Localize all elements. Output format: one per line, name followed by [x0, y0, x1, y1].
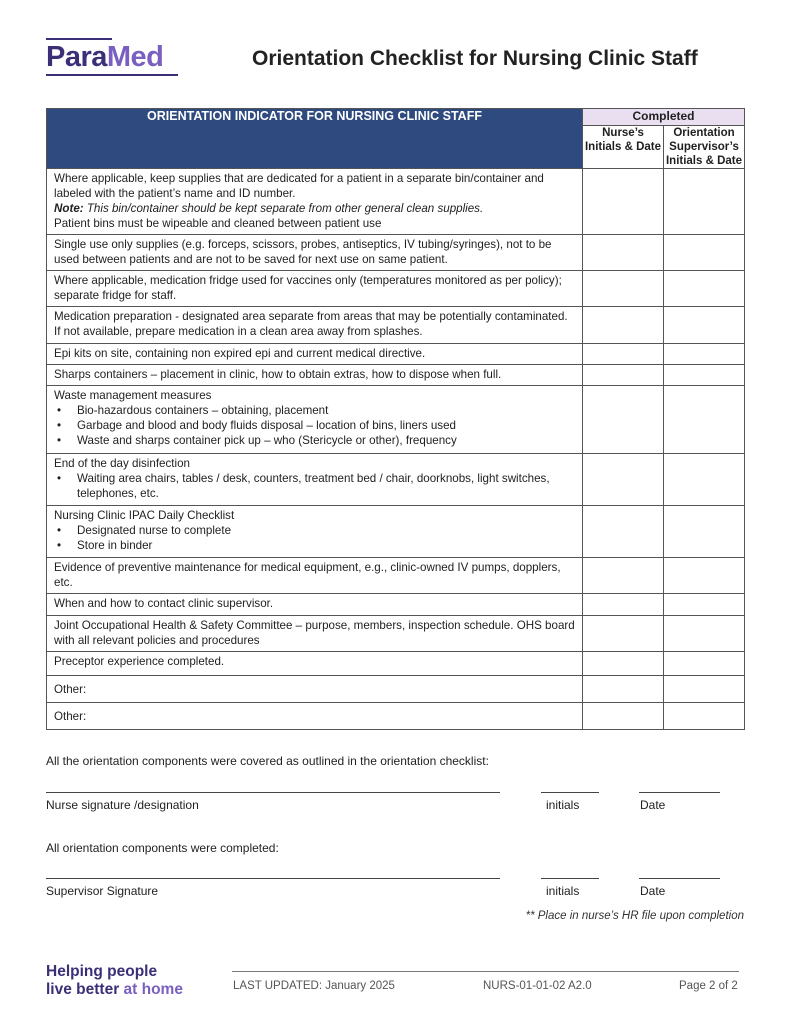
supervisor-initials-cell[interactable] [664, 235, 745, 271]
bullet-item: • Designated nurse to complete [54, 523, 575, 538]
supervisor-initials-line[interactable] [541, 878, 599, 879]
nurse-initials-cell[interactable] [583, 235, 664, 271]
table-row [47, 703, 745, 730]
table-row [47, 616, 745, 652]
bullet-item: • Waste and sharps container pick up – who (Stericycle or other), frequency [54, 433, 575, 448]
supervisor-initials-cell[interactable] [664, 616, 745, 652]
row-text: End of the day disinfection [54, 457, 190, 470]
date-label: Date [640, 884, 666, 898]
supervisor-initials-cell[interactable] [664, 386, 745, 454]
brand-tagline: Helping people live better at home [46, 963, 183, 998]
row-text: Other: [47, 703, 583, 730]
date-label: Date [640, 798, 666, 812]
page-number: Page 2 of 2 [679, 980, 738, 992]
logo-rule-top [46, 38, 112, 40]
supervisor-initials-cell[interactable] [664, 454, 745, 506]
row-text: Waste management measures [54, 389, 212, 402]
table-row [47, 344, 745, 365]
row-text: Sharps containers – placement in clinic, how to obtain extras, how to dispose when full. [47, 365, 583, 386]
table-row [47, 594, 745, 616]
nurse-initials-cell[interactable] [583, 616, 664, 652]
table-row [47, 506, 745, 558]
nurse-initials-cell[interactable] [583, 454, 664, 506]
row-text: Epi kits on site, containing non expired epi and current medical directive. [47, 344, 583, 365]
table-row [47, 235, 745, 271]
bullet-item: • Garbage and blood and body fluids disposal – location of bins, liners used [54, 418, 575, 433]
nurse-initials-cell[interactable] [583, 386, 664, 454]
table-row [47, 676, 745, 703]
table-row [47, 558, 745, 594]
nurse-initials-line[interactable] [541, 792, 599, 793]
supervisor-initials-cell[interactable] [664, 365, 745, 386]
document-code: NURS-01-01-02 A2.0 [483, 980, 592, 992]
table-row [47, 271, 745, 307]
bullet-list [54, 471, 575, 501]
supervisor-initials-cell[interactable] [664, 676, 745, 703]
row-text: Where applicable, keep supplies that are dedicated for a patient in a separate bin/container and labeled with the patient’s name and ID number. [54, 172, 544, 200]
row-text: Single use only supplies (e.g. forceps, scissors, probes, antiseptics, IV tubing/syringes), not to be used between patients and are not to be saved for next use on same patient. [47, 235, 583, 271]
row-text: When and how to contact clinic supervisor. [47, 594, 583, 616]
initials-label: initials [546, 798, 580, 812]
table-row [47, 386, 745, 454]
row-text: Nursing Clinic IPAC Daily Checklist [54, 509, 235, 522]
table-row [47, 652, 745, 676]
footer-divider [232, 971, 739, 972]
bullet-item: • Waiting area chairs, tables / desk, counters, treatment bed / chair, doorknobs, light switches, telephones, etc. [54, 471, 575, 501]
nurse-initials-cell[interactable] [583, 307, 664, 344]
nurse-initials-cell[interactable] [583, 344, 664, 365]
logo-rule-bottom [46, 74, 178, 76]
bullet-list [54, 523, 575, 553]
bullet-list [54, 403, 575, 448]
nurse-date-line[interactable] [639, 792, 720, 793]
row-text: Other: [47, 676, 583, 703]
completed-header: Completed [583, 109, 745, 126]
nurse-initials-cell[interactable] [583, 169, 664, 235]
row-text: Preceptor experience completed. [47, 652, 583, 676]
nurse-initials-header: Nurse’s Initials & Date [583, 126, 664, 169]
row-extra: Patient bins must be wipeable and cleaned between patient use [54, 217, 382, 230]
supervisor-signature-line[interactable] [46, 878, 500, 879]
nurse-initials-cell[interactable] [583, 676, 664, 703]
row-text: Joint Occupational Health & Safety Committee – purpose, members, inspection schedule. OHS board with all relevant policies and procedures [47, 616, 583, 652]
supervisor-initials-cell[interactable] [664, 703, 745, 730]
row-text: Medication preparation - designated area separate from areas that may be potentially contaminated. If not available, prepare medication in a clean area away from splashes. [47, 307, 583, 344]
paramed-logo [46, 38, 178, 78]
supervisor-initials-cell[interactable] [664, 271, 745, 307]
supervisor-initials-header: Orientation Supervisor’s Initials & Date [664, 126, 745, 169]
nurse-initials-cell[interactable] [583, 271, 664, 307]
hr-file-note: ** Place in nurse’s HR file upon completion [525, 910, 744, 922]
document-title: Orientation Checklist for Nursing Clinic Staff [252, 47, 698, 70]
table-row [47, 454, 745, 506]
nurse-initials-cell[interactable] [583, 703, 664, 730]
supervisor-initials-cell[interactable] [664, 169, 745, 235]
nurse-initials-cell[interactable] [583, 365, 664, 386]
nurse-signature-line[interactable] [46, 792, 500, 793]
nurse-initials-cell[interactable] [583, 652, 664, 676]
coverage-statement: All the orientation components were covered as outlined in the orientation checklist: [46, 754, 489, 768]
nurse-initials-cell[interactable] [583, 558, 664, 594]
row-text: Evidence of preventive maintenance for medical equipment, e.g., clinic-owned IV pumps, dopplers, etc. [47, 558, 583, 594]
bullet-item: • Bio-hazardous containers – obtaining, placement [54, 403, 575, 418]
indicator-header: ORIENTATION INDICATOR FOR NURSING CLINIC STAFF [47, 109, 583, 169]
row-text: Where applicable, medication fridge used for vaccines only (temperatures monitored as per policy); separate fridge for staff. [47, 271, 583, 307]
nurse-initials-cell[interactable] [583, 594, 664, 616]
logo-wordmark: ParaMed [46, 41, 164, 73]
supervisor-initials-cell[interactable] [664, 558, 745, 594]
supervisor-initials-cell[interactable] [664, 652, 745, 676]
supervisor-signature-label: Supervisor Signature [46, 884, 159, 898]
row-note: Note: This bin/container should be kept separate from other general clean supplies. [54, 202, 484, 215]
initials-label: initials [546, 884, 580, 898]
nurse-signature-label: Nurse signature /designation [46, 798, 199, 812]
supervisor-initials-cell[interactable] [664, 307, 745, 344]
nurse-initials-cell[interactable] [583, 506, 664, 558]
bullet-item: • Store in binder [54, 538, 575, 553]
table-row [47, 365, 745, 386]
supervisor-initials-cell[interactable] [664, 344, 745, 365]
last-updated: LAST UPDATED: January 2025 [233, 980, 395, 992]
table-row [47, 169, 745, 235]
table-row [47, 307, 745, 344]
supervisor-initials-cell[interactable] [664, 594, 745, 616]
completion-statement: All orientation components were completed: [46, 841, 279, 855]
orientation-checklist-table [46, 108, 745, 730]
supervisor-initials-cell[interactable] [664, 506, 745, 558]
supervisor-date-line[interactable] [639, 878, 720, 879]
